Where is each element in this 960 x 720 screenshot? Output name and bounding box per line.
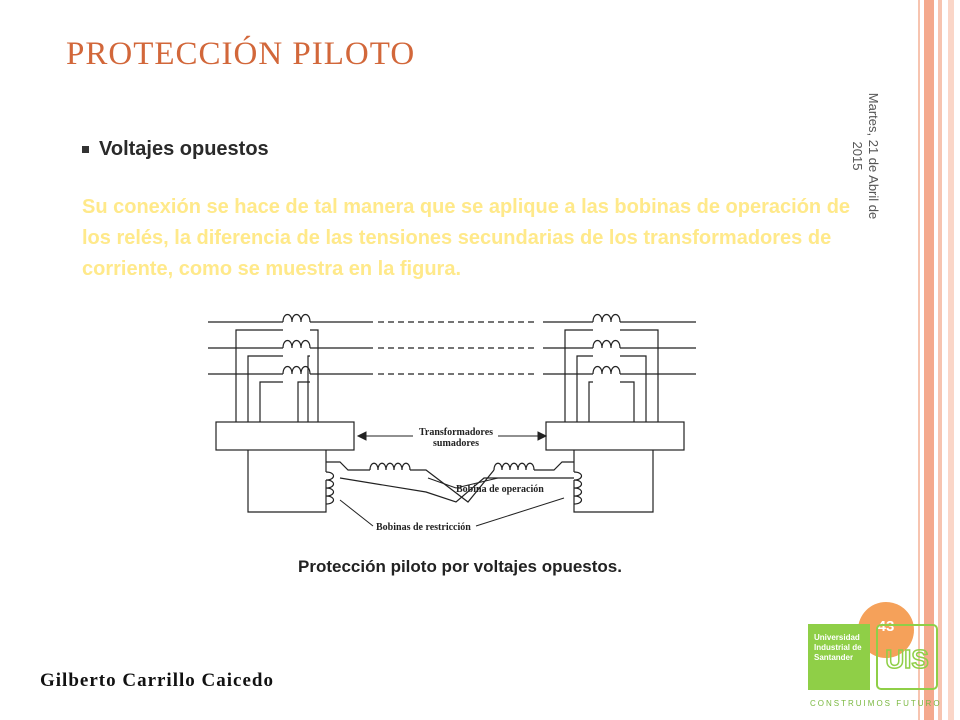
summing-transformer-right — [546, 422, 684, 450]
ct-coil-right-3 — [593, 367, 620, 375]
left-ct-wire-a3 — [260, 382, 283, 422]
arrowhead-summing-left — [358, 432, 366, 440]
arrow-restraint-right — [476, 498, 564, 526]
decor-stripe-thin-2 — [938, 0, 942, 720]
summing-transformer-left — [216, 422, 354, 450]
logo-slogan: CONSTRUIMOS FUTURO — [810, 699, 942, 708]
slide-title: PROTECCIÓN PILOTO — [66, 36, 416, 72]
ct-coil-right-2 — [593, 341, 620, 349]
pilot-protection-diagram — [208, 302, 698, 542]
page-number-badge: 43 — [858, 602, 914, 658]
figure-caption: Protección piloto por voltajes opuestos. — [298, 557, 622, 576]
right-ct-wire-b3 — [620, 382, 634, 422]
right-ct-wire-a2 — [577, 356, 593, 422]
ct-coil-left-1 — [283, 315, 310, 323]
logo-line-2: Industrial de — [814, 643, 862, 652]
right-relay-loop-outer — [574, 450, 653, 512]
author-name: Gilberto Carrillo Caicedo — [40, 670, 274, 691]
bullet-item — [82, 138, 269, 161]
right-ct-wire-b2 — [620, 356, 646, 422]
decor-stripe-thin-1 — [918, 0, 920, 720]
left-ct-wire-a2 — [248, 356, 283, 422]
arrow-opcoil-left — [428, 478, 456, 488]
arrowhead-summing-right — [538, 432, 546, 440]
left-ct-wire-b1 — [310, 330, 318, 422]
ct-coil-left-3 — [283, 367, 310, 375]
bullet-text: Voltajes opuestos — [99, 138, 269, 160]
label-operating-coil: Bobina de operación — [456, 484, 544, 495]
right-ct-wire-b1 — [620, 330, 658, 422]
right-op-lead-in — [534, 462, 574, 470]
slide-date: Martes, 21 de Abril de 2015 — [850, 92, 881, 220]
right-ct-wire-a3 — [589, 382, 593, 422]
square-bullet-icon — [82, 146, 89, 153]
arrow-restraint-left — [340, 500, 373, 526]
restraint-coil-right — [574, 472, 582, 504]
label-restraint-coils: Bobinas de restricción — [376, 522, 471, 533]
decor-stripe-wide — [924, 0, 934, 720]
ct-coil-right-1 — [593, 315, 620, 323]
left-ct-wire-b2 — [308, 356, 310, 422]
ct-coil-left-2 — [283, 341, 310, 349]
logo-text-box — [808, 624, 870, 690]
body-paragraph: Su conexión se hace de tal manera que se aplique a las bobinas de operación de los relés, la diferencia de las tensiones secundarias de los transformadores de corriente, como se muestra en la figura. — [82, 196, 851, 280]
operating-coil-right — [494, 463, 534, 470]
logo-monogram: UIS — [885, 644, 929, 674]
logo-line-1: Universidad — [814, 633, 860, 642]
label-summing-line2: sumadores — [433, 438, 479, 449]
decor-stripe-thin-3 — [948, 0, 954, 720]
label-summing-line1: Transformadores — [418, 427, 494, 438]
uis-monogram-icon — [876, 624, 938, 690]
left-relay-loop-outer — [248, 450, 326, 512]
left-op-lead-in — [326, 462, 370, 470]
university-logo — [808, 624, 942, 714]
operating-coil-left — [370, 463, 410, 470]
restraint-coil-left — [326, 472, 334, 504]
logo-line-3: Santander — [814, 653, 854, 662]
